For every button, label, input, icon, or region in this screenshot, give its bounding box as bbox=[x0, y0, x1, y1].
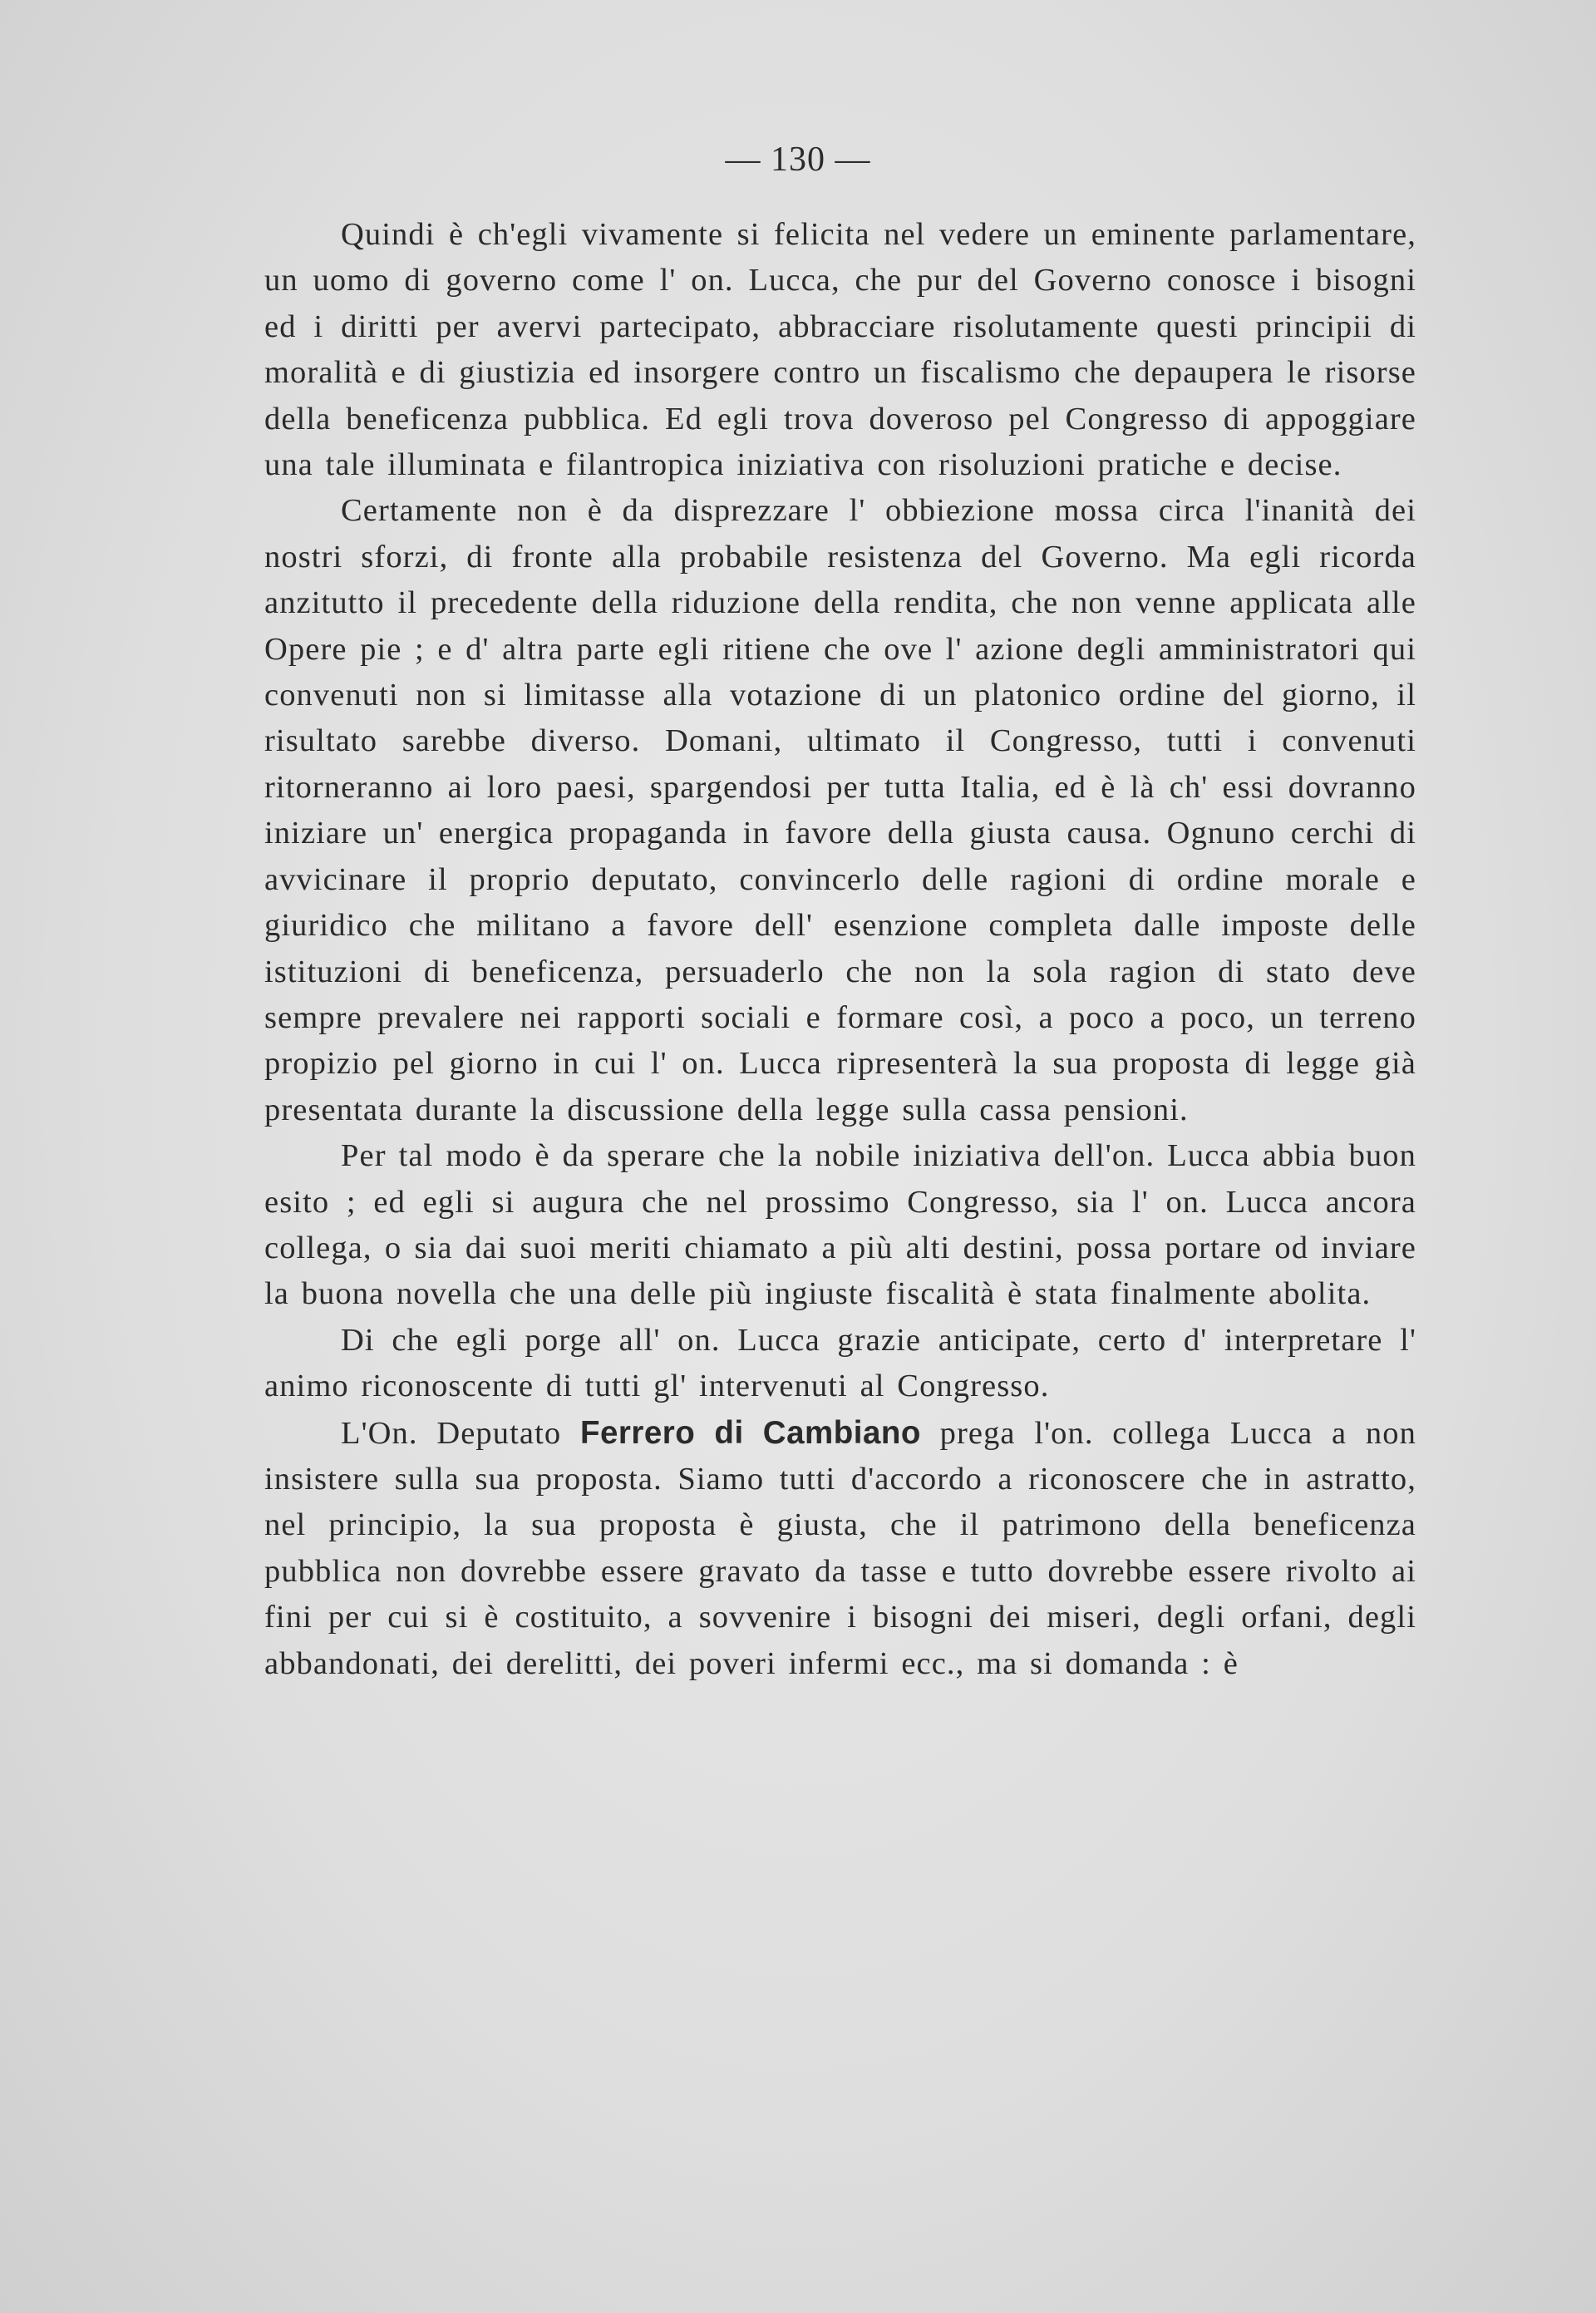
body-text bbox=[264, 212, 1416, 1687]
paragraph-5 bbox=[264, 1410, 1416, 1687]
paragraph-1: Quindi è ch'egli vivamente si felicita nel vedere un eminente parlamentare, un uomo di governo come l' on. Lucca, che pur del Governo conosce i bisogni ed i diritti per avervi partecipato, abbracciare risolutamente questi principii di moralità e di giustizia ed insorgere contro un fiscalismo che depaupera le risorse della beneficenza pubblica. Ed egli trova doveroso pel Congresso di appoggiare una tale illuminata e filantropica iniziativa con risoluzioni pratiche e decise. bbox=[264, 217, 1416, 483]
paragraph-4: Di che egli porge all' on. Lucca grazie anticipate, certo d' interpretare l' animo riconoscente di tutti gl' intervenuti al Congresso. bbox=[264, 1322, 1416, 1404]
speaker-prefix: L'On. Deputato bbox=[341, 1415, 580, 1451]
page-number: — 130 — bbox=[725, 141, 871, 179]
paragraph-2: Certamente non è da disprezzare l' obbiezione mossa circa l'inanità dei nostri sforzi, di fronte alla probabile resistenza del Governo. Ma egli ricorda anzitutto il precedente della riduzione della rendita, che non venne applicata alle Opere pie ; e d' altra parte egli ritiene che ove l' azione degli amministratori qui convenuti non si limitasse alla votazione di un platonico ordine del giorno, il risultato sarebbe diverso. Domani, ultimato il Congresso, tutti i convenuti ritorneranno ai loro paesi, spargendosi per tutta Italia, ed è là ch' essi dovranno iniziare un' energica propaganda in favore della giusta causa. Ognuno cerchi di avvicinare il proprio deputato, convincerlo delle ragioni di ordine morale e giuridico che militano a favore dell' esenzione completa dalle imposte delle istituzioni di beneficenza, persuaderlo che non la sola ragion di stato deve sempre prevalere nei rapporti sociali e formare così, a poco a poco, un terreno propizio pel giorno in cui l' on. Lucca ripresenterà la sua proposta di legge già presentata durante la discussione della legge sulla cassa pensioni. bbox=[264, 493, 1416, 1127]
speaker-name: Ferrero di Cambiano bbox=[579, 1414, 921, 1451]
paragraph-3: Per tal modo è da sperare che la nobile iniziativa dell'on. Lucca abbia buon esito ; ed egli si augura che nel prossimo Congresso, sia l' on. Lucca ancora collega, o sia dai suoi meriti chiamato a più alti destini, possa portare od inviare la buona novella che una delle più ingiuste fiscalità è stata finalmente abolita. bbox=[264, 1138, 1416, 1312]
speaker-text: prega l'on. collega Lucca a non insistere sulla sua proposta. Siamo tutti d'accordo a riconoscere che in astratto, nel principio, la sua proposta è giusta, che il patrimono della beneficenza pubblica non dovrebbe essere gravato da tasse e tutto dovrebbe essere rivolto ai fini per cui si è costituito, a sovvenire i bisogni dei miseri, degli orfani, degli abbandonati, dei derelitti, dei poveri infermi ecc., ma si domanda : è bbox=[264, 1415, 1416, 1681]
